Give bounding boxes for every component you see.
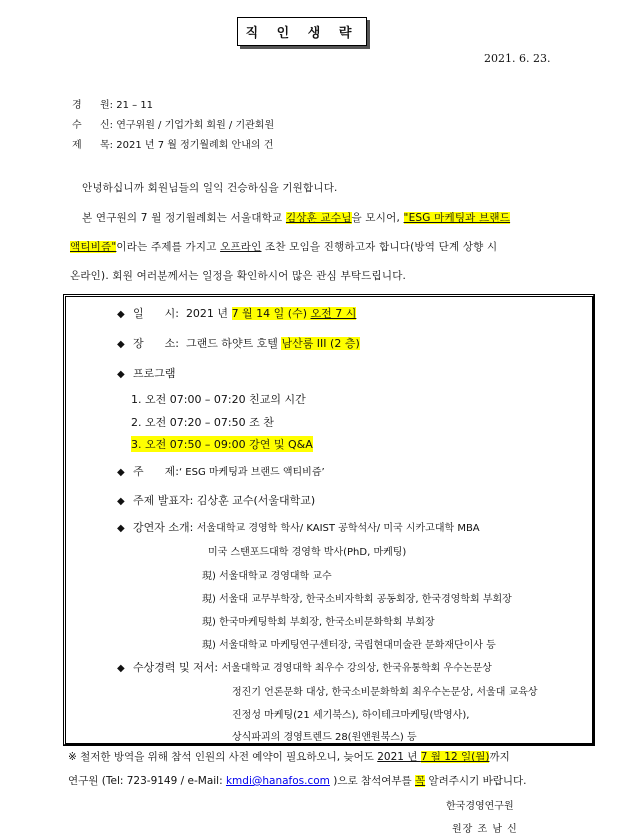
rsvp-deadline-highlight: 7 월 12 일(월) [420, 751, 490, 763]
document-date: 2021. 6. 23. [484, 52, 551, 65]
intro-paragraph-line1: 본 연구원의 7 월 정기월례회는 서울대학교 김상훈 교수님을 모시어, "ESG 마케팅과 브랜드 [82, 212, 511, 224]
diamond-bullet-icon: ◆ [117, 309, 125, 320]
reference-number: 21 – 11 [116, 100, 154, 111]
date-highlight: 7 월 14 일 (수) [231, 307, 311, 320]
program-item: 2. 오전 07:20 – 07:50 조 찬 [131, 416, 274, 429]
rsvp-notice-line2: 연구원 (Tel: 723-9149 / e-Mail: kmdi@hanafos.com )으로 참석여부를 꼭 알려주시기 바랍니다. [68, 775, 527, 787]
bio-line: 現) 서울대 교무부학장, 한국소비자학회 공동회장, 한국경영학회 부회장 [202, 594, 512, 605]
diamond-bullet-icon: ◆ [117, 467, 125, 478]
signature-name: 원장 조 남 신 [452, 824, 518, 835]
awards-line: 상식파괴의 경영트렌드 28(원앤원북스) 등 [232, 732, 417, 743]
awards-line: 정진기 언론문화 대상, 한국소비문화학회 최우수논문상, 서울대 교육상 [232, 687, 538, 698]
awards-line: 진정성 마케팅(21 세기북스), 하이테크마케팅(박영사), [232, 710, 470, 721]
page-title: 직 인 생 략 [245, 26, 359, 41]
signature-org: 한국경영연구원 [446, 801, 514, 812]
diamond-bullet-icon: ◆ [117, 496, 125, 507]
presenter-row: ◆ 주제 발표자: 김상훈 교수(서울대학교) [117, 494, 316, 507]
reference-row: 경 원: 21 – 11 [72, 100, 154, 111]
intro-paragraph-line2: 액티비즘"이라는 주제를 가지고 오프라인 조찬 모임을 진행하고자 합니다(방역 단계 상향 시 [70, 241, 498, 253]
time-highlight: 오전 7 시 [310, 307, 357, 320]
where-row: ◆ 장 소: 그랜드 하얏트 호텔 남산룸 III (2 층) [117, 337, 360, 350]
diamond-bullet-icon: ◆ [117, 523, 125, 534]
program-item: 1. 오전 07:00 – 07:20 친교의 시간 [131, 393, 306, 406]
recipient-value: 연구위원 / 기업가회 회원 / 기관회원 [116, 120, 275, 131]
email-link[interactable]: kmdi@hanafos.com [225, 775, 330, 787]
awards-row: ◆ 수상경력 및 저서: 서울대학교 경영대학 최우수 강의상, 한국유통학회 우수논문상 [117, 661, 492, 674]
topic-highlight: "ESG 마케팅과 브랜드 [403, 212, 511, 224]
bio-line: 現) 서울대학교 경영대학 교수 [202, 571, 332, 582]
program-item-highlighted: 3. 오전 07:50 – 09:00 강연 및 Q&A [131, 438, 313, 451]
when-row: ◆ 일 시: 2021 년 7 월 14 일 (수) 오전 7 시 [117, 307, 357, 320]
offline-underline: 오프라인 [220, 241, 262, 253]
room-highlight: 남산룸 III (2 층) [281, 337, 360, 350]
recipient-row: 수 신: 연구위원 / 기업가회 회원 / 기관회원 [72, 120, 275, 131]
speaker-highlight: 김상훈 교수님 [285, 212, 352, 224]
diamond-bullet-icon: ◆ [117, 339, 125, 350]
subject-row: 제 목: 2021 년 7 월 정기월례회 안내의 건 [72, 140, 274, 151]
bio-row: ◆ 강연자 소개: 서울대학교 경영학 학사/ KAIST 공학석사/ 미국 시카고대학 MBA [117, 521, 480, 534]
topic-row: ◆ 주 제:‘ ESG 마케팅과 브랜드 액티비즘’ [117, 465, 325, 478]
bio-line: 現) 서울대학교 마케팅연구센터장, 국립현대미술관 문화재단이사 등 [202, 640, 496, 651]
subject-value: 2021 년 7 월 정기월례회 안내의 건 [116, 140, 274, 151]
rsvp-notice-line1: ※ 철저한 방역을 위해 참석 인원의 사전 예약이 필요하오니, 늦어도 2021 년 7 월 12 일(월)까지 [68, 751, 510, 763]
bio-line: 現) 한국마케팅학회 부회장, 한국소비문화학회 부회장 [202, 617, 435, 628]
diamond-bullet-icon: ◆ [117, 369, 125, 380]
greeting: 안녕하십니까 회원님들의 일익 건승하심을 기원합니다. [82, 182, 338, 194]
diamond-bullet-icon: ◆ [117, 663, 125, 674]
title-box [237, 17, 367, 46]
intro-paragraph-line3: 온라인). 회원 여러분께서는 일정을 확인하시어 많은 관심 부탁드립니다. [70, 270, 407, 282]
bio-line: 미국 스탠포드대학 경영학 박사(PhD, 마케팅) [208, 547, 407, 558]
program-heading: ◆ 프로그램 [117, 367, 176, 380]
